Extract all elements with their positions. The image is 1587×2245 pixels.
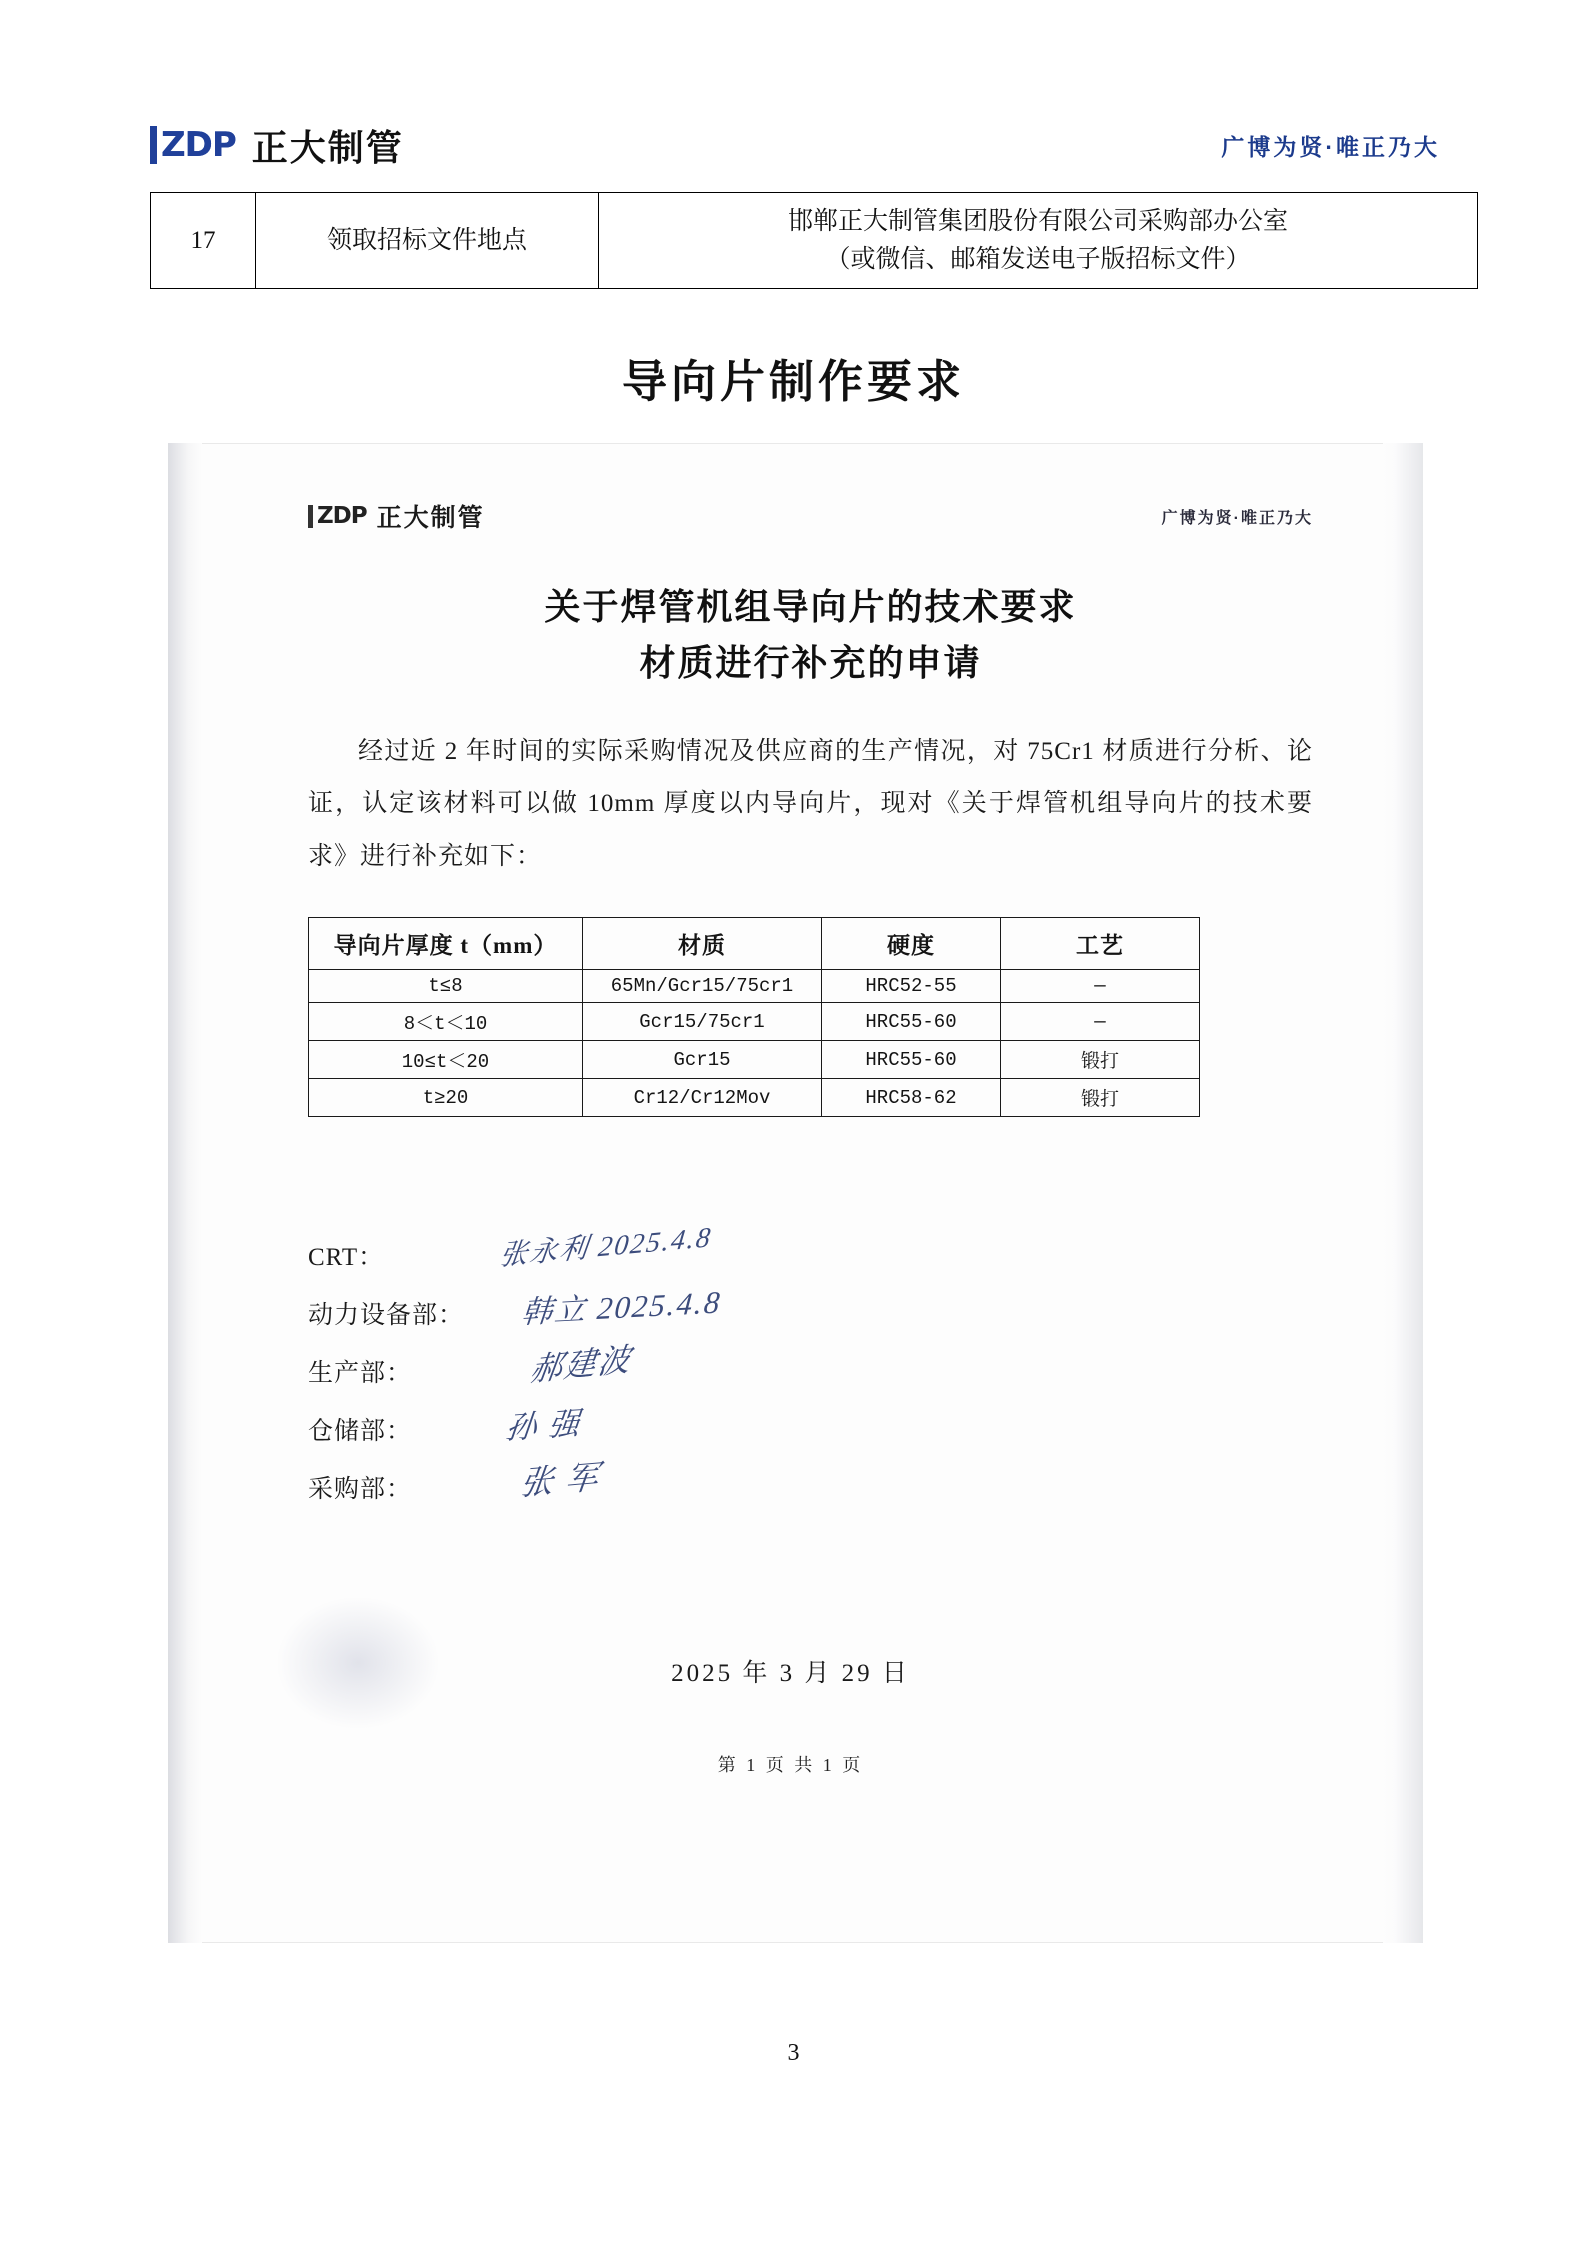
table-header-row xyxy=(309,918,1200,970)
cell-hardness: HRC52-55 xyxy=(822,970,1001,1003)
page-number: 3 xyxy=(787,2040,800,2066)
company-name: 正大制管 xyxy=(251,126,404,168)
signature-block xyxy=(308,1213,1313,1503)
row-label-cell: 领取招标文件地点 xyxy=(256,193,599,289)
zdp-logo-icon: ZDP xyxy=(150,126,240,164)
cell-thickness: t≤8 xyxy=(309,970,583,1003)
table-row xyxy=(151,193,1478,289)
cell-process: 锻打 xyxy=(1001,1041,1200,1079)
col-header-material: 材质 xyxy=(583,918,822,970)
table-row xyxy=(309,970,1200,1003)
signature-row xyxy=(308,1387,1313,1445)
cell-hardness: HRC55-60 xyxy=(822,1041,1001,1079)
scan-zdp-logo-icon: ZDP xyxy=(308,505,367,528)
scan-title xyxy=(308,580,1313,692)
cell-process: — xyxy=(1001,1003,1200,1041)
signature-label: 动力设备部： xyxy=(308,1301,465,1329)
scan-header xyxy=(308,498,1313,534)
scan-body xyxy=(308,726,1313,884)
handwritten-signature: 孙 强 xyxy=(503,1404,584,1446)
row-value-cell xyxy=(599,193,1478,289)
specification-table xyxy=(308,917,1200,1117)
company-slogan: 广博为贤·唯正乃大 xyxy=(1221,133,1440,160)
col-header-process: 工艺 xyxy=(1001,918,1200,970)
page-header xyxy=(150,110,1440,180)
signature-label: 生产部： xyxy=(308,1359,413,1387)
handwritten-signature: 张永利 2025.4.8 xyxy=(497,1221,714,1272)
table-row xyxy=(309,1041,1200,1079)
scan-title-line-1: 关于焊管机组导向片的技术要求 xyxy=(544,587,1077,627)
signature-label: 采购部： xyxy=(308,1475,413,1503)
company-logo xyxy=(150,120,404,171)
handwritten-signature: 韩立 2025.4.8 xyxy=(519,1283,724,1330)
signature-row xyxy=(308,1445,1313,1503)
table-row xyxy=(309,1079,1200,1117)
table-row xyxy=(309,1003,1200,1041)
cell-process: 锻打 xyxy=(1001,1079,1200,1117)
scan-title-line-2: 材质进行补充的申请 xyxy=(639,642,982,683)
cell-thickness: 8＜t＜10 xyxy=(309,1003,583,1041)
cell-hardness: HRC55-60 xyxy=(822,1003,1001,1041)
cell-material: Gcr15/75cr1 xyxy=(583,1003,822,1041)
scanned-document-image xyxy=(168,443,1423,1943)
signature-row xyxy=(308,1329,1313,1387)
scan-paragraph: 经过近 2 年时间的实际采购情况及供应商的生产情况，对 75Cr1 材质进行分析、论证，认定该材料可以做 10mm 厚度以内导向片，现对《关于焊管机组导向片的技术要求》进行补充如下： xyxy=(308,737,1313,870)
signature-row xyxy=(308,1213,1313,1271)
cell-thickness: 10≤t＜20 xyxy=(309,1041,583,1079)
col-header-hardness: 硬度 xyxy=(822,918,1001,970)
row-value-line-1: 邯郸正大制管集团股份有限公司采购部办公室 xyxy=(787,208,1288,235)
cell-material: Gcr15 xyxy=(583,1041,822,1079)
document-date: 2025 年 3 月 29 日 xyxy=(671,1660,910,1688)
cell-material: 65Mn/Gcr15/75cr1 xyxy=(583,970,822,1003)
cell-material: Cr12/Cr12Mov xyxy=(583,1079,822,1117)
handwritten-signature: 张 军 xyxy=(517,1459,603,1504)
scan-page-footer: 第 1 页 共 1 页 xyxy=(717,1755,864,1776)
page-title: 导向片制作要求 xyxy=(621,357,965,407)
signature-label: CRT： xyxy=(308,1243,385,1271)
handwritten-signature: 郝建波 xyxy=(527,1340,635,1388)
signature-row xyxy=(308,1271,1313,1329)
row-value-line-2: （或微信、邮箱发送电子版招标文件） xyxy=(825,245,1251,273)
cell-thickness: t≥20 xyxy=(309,1079,583,1117)
cell-process: — xyxy=(1001,970,1200,1003)
row-number-cell: 17 xyxy=(151,193,256,289)
scan-company-name: 正大制管 xyxy=(376,504,485,532)
tender-info-table xyxy=(150,192,1478,289)
col-header-thickness: 导向片厚度 t（mm） xyxy=(309,918,583,970)
cell-hardness: HRC58-62 xyxy=(822,1079,1001,1117)
signature-label: 仓储部： xyxy=(308,1417,413,1445)
scan-company-slogan: 广博为贤·唯正乃大 xyxy=(1161,509,1313,527)
